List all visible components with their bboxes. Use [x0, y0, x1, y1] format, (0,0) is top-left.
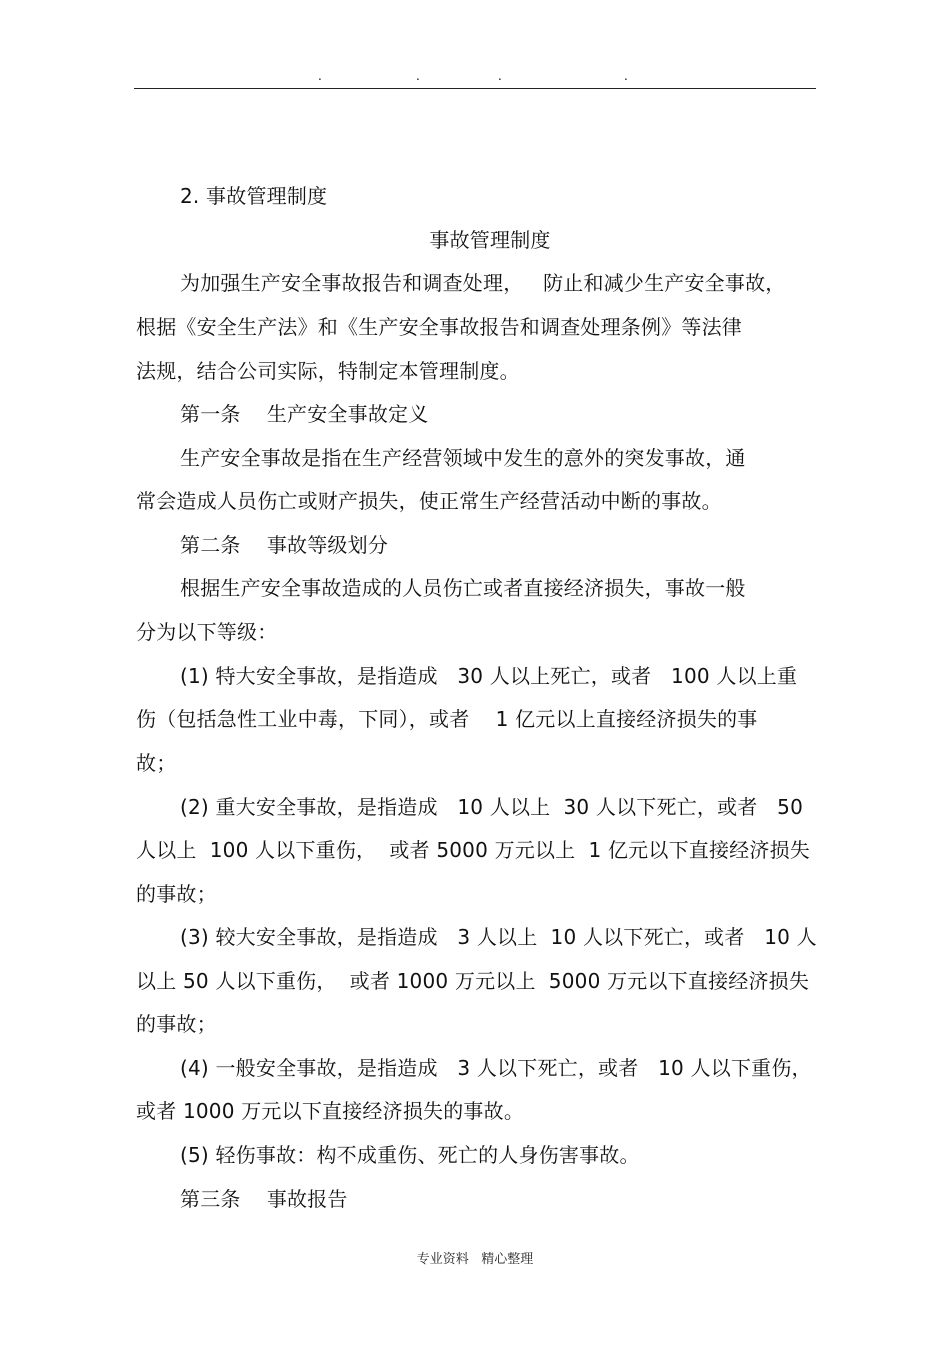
article-heading: 第二条 事故等级划分 — [180, 533, 389, 557]
paragraph-line: 根据《安全生产法》和《生产安全事故报告和调查处理条例》等法律 — [136, 315, 742, 339]
header-dot: . — [318, 69, 322, 83]
list-item-line: 故； — [136, 751, 177, 775]
document-title: 事故管理制度 — [429, 228, 551, 252]
list-item-line: (5) 轻伤事故：构不成重伤、死亡的人身伤害事故。 — [180, 1143, 640, 1167]
header-rule — [134, 88, 816, 89]
paragraph-line: 生产安全事故是指在生产经营领域中发生的意外的突发事故，通 — [180, 446, 746, 470]
list-item-line: 的事故； — [136, 882, 217, 906]
list-item-line: 的事故； — [136, 1012, 217, 1036]
paragraph-line: 根据生产安全事故造成的人员伤亡或者直接经济损失，事故一般 — [180, 576, 746, 600]
article-heading: 第一条 生产安全事故定义 — [180, 402, 429, 426]
list-item-line: (2) 重大安全事故，是指造成 10 人以上 30 人以下死亡，或者 50 — [180, 795, 804, 819]
article-heading: 第三条 事故报告 — [180, 1187, 348, 1211]
section-heading: 2. 事故管理制度 — [180, 184, 328, 208]
list-item-line: (4) 一般安全事故，是指造成 3 人以下死亡，或者 10 人以下重伤， — [180, 1056, 812, 1080]
list-item-line: (1) 特大安全事故，是指造成 30 人以上死亡，或者 100 人以上重 — [180, 664, 798, 688]
page-footer: 专业资料 精心整理 — [416, 1252, 534, 1267]
list-item-line: 人以上 100 人以下重伤， 或者 5000 万元以上 1 亿元以下直接经济损失 — [136, 838, 810, 862]
header-dot: . — [416, 69, 420, 83]
paragraph-line: 为加强生产安全事故报告和调查处理， 防止和减少生产安全事故， — [180, 271, 786, 295]
list-item-line: (3) 较大安全事故，是指造成 3 人以上 10 人以下死亡，或者 10 人 — [180, 925, 817, 949]
paragraph-line: 分为以下等级： — [136, 620, 278, 644]
paragraph-line: 常会造成人员伤亡或财产损失，使正常生产经营活动中断的事故。 — [136, 489, 722, 513]
header-dot: . — [624, 69, 628, 83]
list-item-line: 或者 1000 万元以下直接经济损失的事故。 — [136, 1099, 525, 1123]
header-dot: . — [498, 69, 502, 83]
list-item-line: 以上 50 人以下重伤， 或者 1000 万元以上 5000 万元以下直接经济损失 — [136, 969, 810, 993]
list-item-line: 伤（包括急性工业中毒，下同），或者 1 亿元以上直接经济损失的事 — [136, 707, 758, 731]
header-dots — [0, 68, 950, 84]
paragraph-line: 法规，结合公司实际，特制定本管理制度。 — [136, 359, 520, 383]
